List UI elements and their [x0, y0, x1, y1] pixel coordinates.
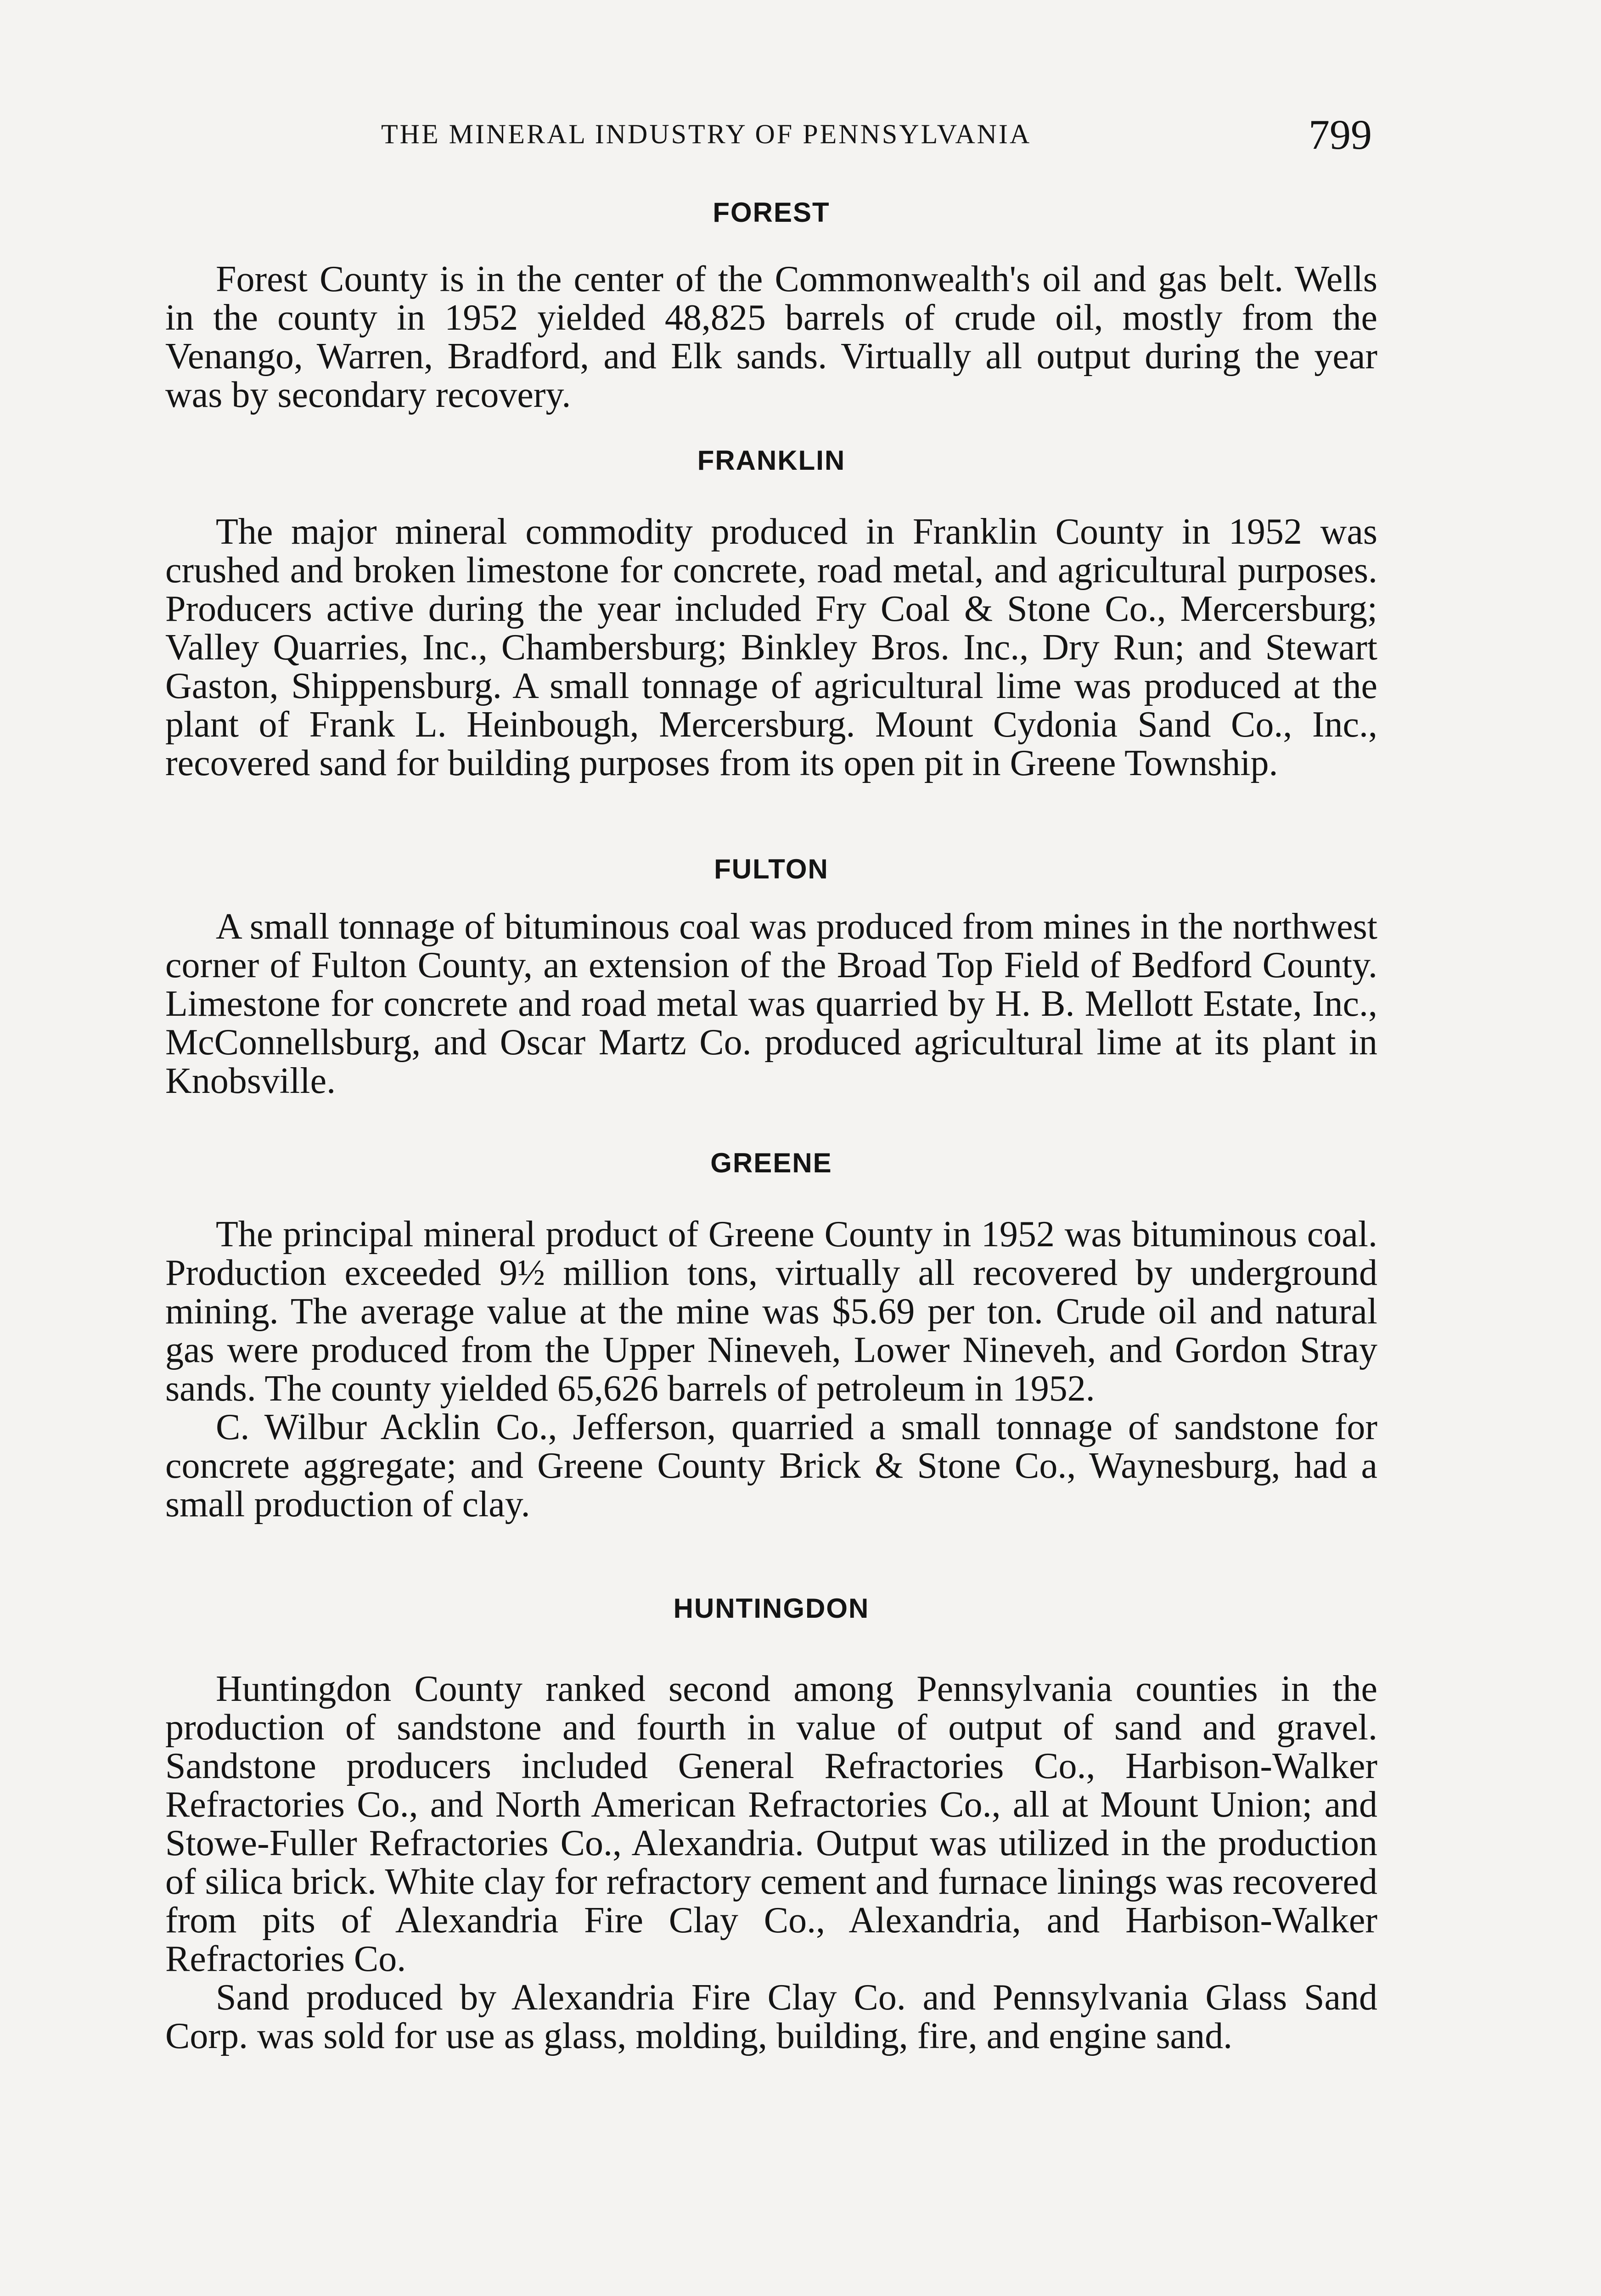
- section-heading: HUNTINGDON: [673, 1593, 870, 1624]
- section-greene: [165, 1143, 1377, 1524]
- paragraph: Huntingdon County ranked second among Pennsylvania counties in the production of sandstone and fourth in value of output of sand and gravel. Sandstone producers included General Refractories Co., Harbison-Walker Refractories Co., and North American Refractories Co., all at Mount Union; and Stowe-Fuller Refractories Co., Alexandria. Output was utilized in the production of silica brick. White clay for refractory cement and furnace linings was recovered from pits of Alexandria Fire Clay Co., Alexandria, and Harbison-Walker Refractories Co.: [165, 1669, 1377, 1979]
- paragraph: The principal mineral product of Greene County in 1952 was bituminous coal. Production exceeded 9½ million tons, virtually all recovered by underground mining. The average value at the mine was $5.69 per ton. Crude oil and natural gas were produced from the Upper Nineveh, Lower Nineveh, and Gordon Stray sands. The county yielded 65,626 barrels of petroleum in 1952.: [165, 1214, 1377, 1409]
- paragraph: Forest County is in the center of the Commonwealth's oil and gas belt. Wells in the county in 1952 yielded 48,825 barrels of crude oil, mostly from the Venango, Warren, Bradford, and Elk sands. Virtually all output during the year was by secondary recovery.: [165, 259, 1377, 415]
- paragraph: The major mineral commodity produced in Franklin County in 1952 was crushed and broken limestone for concrete, road metal, and agricultural purposes. Producers active during the year included Fry Coal & Stone Co., Mercersburg; Valley Quarries, Inc., Chambersburg; Binkley Bros. Inc., Dry Run; and Stewart Gaston, Shippensburg. A small tonnage of agricultural lime was produced at the plant of Frank L. Heinbough, Mercersburg. Mount Cydonia Sand Co., Inc., recovered sand for building purposes from its open pit in Greene Township.: [165, 512, 1377, 783]
- section-heading: FULTON: [714, 854, 829, 884]
- section-franklin: [165, 441, 1377, 782]
- section-fulton: [165, 850, 1377, 1100]
- section-huntingdon: [165, 1589, 1377, 2055]
- section-heading: FRANKLIN: [697, 445, 846, 476]
- section-heading: FOREST: [713, 197, 830, 228]
- running-header: THE MINERAL INDUSTRY OF PENNSYLVANIA: [381, 119, 1032, 149]
- page-number: 799: [1309, 111, 1372, 158]
- paragraph: Sand produced by Alexandria Fire Clay Co. and Pennsylvania Glass Sand Corp. was sold for use as glass, molding, building, fire, and engine sand.: [165, 1977, 1377, 2056]
- section-heading: GREENE: [710, 1148, 832, 1178]
- paragraph: C. Wilbur Acklin Co., Jefferson, quarried a small tonnage of sandstone for concrete aggregate; and Greene County Brick & Stone Co., Waynesburg, had a small production of clay.: [165, 1407, 1377, 1525]
- section-forest: [165, 193, 1377, 414]
- paragraph: A small tonnage of bituminous coal was produced from mines in the northwest corner of Fulton County, an extension of the Broad Top Field of Bedford County. Limestone for concrete and road metal was quarried by H. B. Mellott Estate, Inc., McConnellsburg, and Oscar Martz Co. produced agricultural lime at its plant in Knobsville.: [165, 906, 1377, 1101]
